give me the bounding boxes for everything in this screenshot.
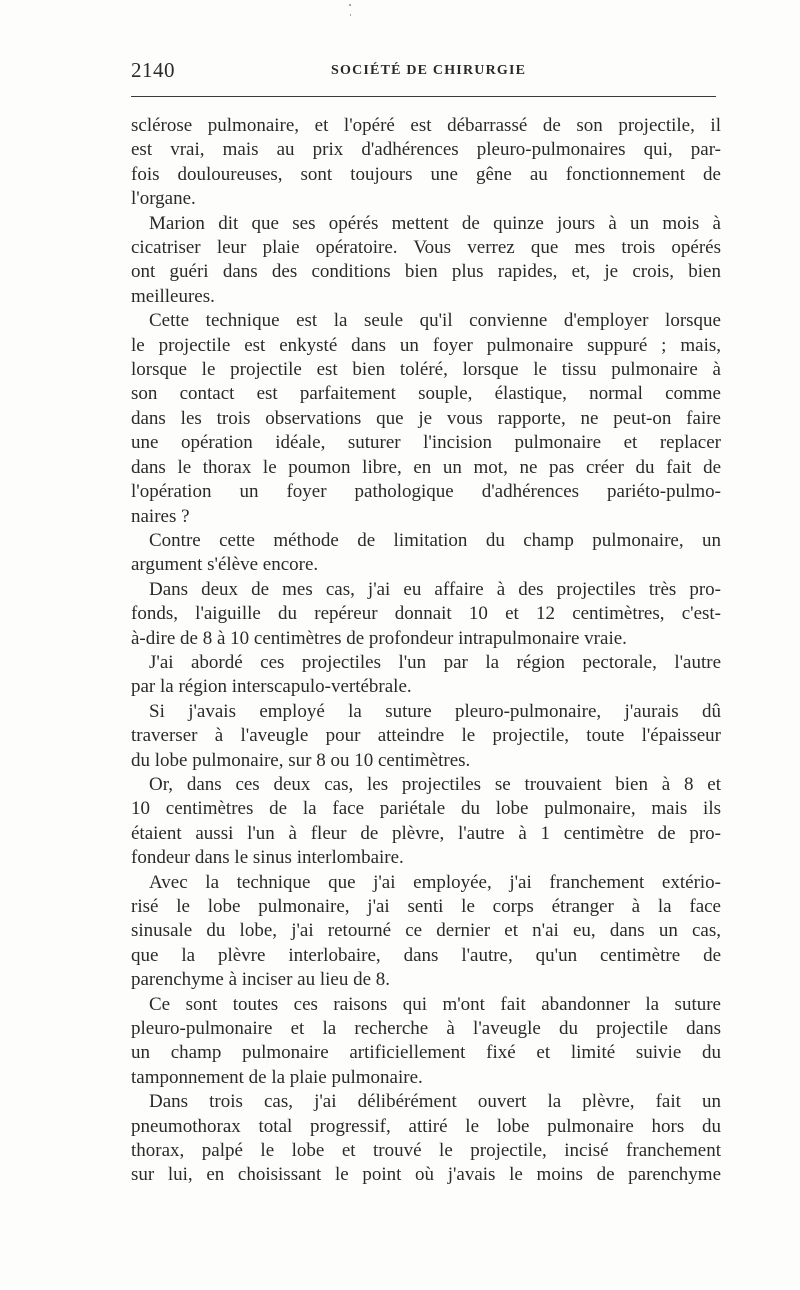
paragraph-first-line: Or, dans ces deux cas, les projectiles se trouvaient bien à 8 et [149, 773, 721, 795]
text-line: sur lui, en choisissant le point où j'avais le moins de parenchyme [131, 1164, 721, 1186]
text-line: tamponnement de la plaie pulmonaire. [131, 1066, 423, 1088]
text-line: naires ? [131, 505, 190, 527]
text-line: meilleures. [131, 285, 215, 307]
paragraph-first-line: Cette technique est la seule qu'il convienne d'employer lorsque [149, 310, 721, 332]
running-header [131, 56, 716, 88]
running-title: SOCIÉTÉ DE CHIRURGIE [331, 63, 527, 78]
paragraph-first-line: Contre cette méthode de limitation du champ pulmonaire, un [149, 529, 721, 551]
paragraph-first-line: J'ai abordé ces projectiles l'un par la région pectorale, l'autre [149, 651, 721, 673]
paragraph-first-line: Dans trois cas, j'ai délibérément ouvert la plèvre, fait un [149, 1091, 721, 1113]
text-line: sinusale du lobe, j'ai retourné ce dernier et n'ai eu, dans un cas, [131, 920, 721, 942]
page-number: 2140 [131, 58, 175, 82]
paragraph-first-line: Ce sont toutes ces raisons qui m'ont fait abandonner la suture [149, 993, 721, 1015]
text-line: fois douloureuses, sont toujours une gêne au fonctionnement de [131, 163, 721, 185]
text-line: dans le thorax le poumon libre, en un mot, ne pas créer du fait de [131, 456, 721, 478]
body-text [131, 114, 721, 1188]
header-rule [131, 96, 716, 97]
text-line: étaient aussi l'un à fleur de plèvre, l'autre à 1 centimètre de pro- [131, 822, 721, 844]
text-line: argument s'élève encore. [131, 554, 319, 576]
text-line: à-dire de 8 à 10 centimètres de profondeur intrapulmonaire vraie. [131, 627, 627, 649]
text-line: lorsque le projectile est bien toléré, lorsque le tissu pulmonaire à [131, 359, 721, 381]
text-line: l'organe. [131, 188, 196, 210]
text-line: traverser à l'aveugle pour atteindre le projectile, toute l'épaisseur [131, 725, 721, 747]
text-line: 10 centimètres de la face pariétale du lobe pulmonaire, mais ils [131, 798, 721, 820]
paper-speck [350, 14, 351, 16]
text-line: son contact est parfaitement souple, élastique, normal comme [131, 383, 721, 405]
text-line: un champ pulmonaire artificiellement fixé et limité suivie du [131, 1042, 721, 1064]
text-line: le projectile est enkysté dans un foyer pulmonaire suppuré ; mais, [131, 334, 721, 356]
text-line: risé le lobe pulmonaire, j'ai senti le corps étranger à la face [131, 896, 721, 917]
text-line: que la plèvre interlobaire, dans l'autre, qu'un centimètre de [131, 944, 721, 966]
text-line: pneumothorax total progressif, attiré le lobe pulmonaire hors du [131, 1115, 721, 1137]
paragraph-first-line: Marion dit que ses opérés mettent de quinze jours à un mois à [149, 212, 721, 234]
text-line: l'opération un foyer pathologique d'adhérences pariéto-pulmo- [131, 481, 721, 503]
text-line: sclérose pulmonaire, et l'opéré est débarrassé de son projectile, il [131, 115, 721, 136]
text-line: thorax, palpé le lobe et trouvé le projectile, incisé franchement [131, 1140, 721, 1162]
text-line: fondeur dans le sinus interlombaire. [131, 847, 404, 869]
text-line: par la région interscapulo-vertébrale. [131, 676, 412, 698]
paper-speck [349, 4, 351, 6]
text-line: est vrai, mais au prix d'adhérences pleuro-pulmonaires qui, par- [131, 139, 721, 161]
text-line: une opération idéale, suturer l'incision pulmonaire et replacer [131, 432, 721, 454]
paragraph-first-line: Si j'avais employé la suture pleuro-pulmonaire, j'aurais dû [149, 700, 721, 722]
text-line: pleuro-pulmonaire et la recherche à l'aveugle du projectile dans [131, 1018, 721, 1040]
text-line: ont guéri dans des conditions bien plus rapides, et, je crois, bien [131, 261, 721, 283]
text-line: cicatriser leur plaie opératoire. Vous verrez que mes trois opérés [131, 237, 721, 259]
paragraph-first-line: Avec la technique que j'ai employée, j'ai franchement extério- [149, 871, 721, 893]
text-line: fonds, l'aiguille du repéreur donnait 10 et 12 centimètres, c'est- [131, 603, 721, 625]
text-line: parenchyme à inciser au lieu de 8. [131, 969, 391, 991]
text-line: dans les trois observations que je vous rapporte, ne peut-on faire [131, 407, 721, 429]
paragraph-first-line: Dans deux de mes cas, j'ai eu affaire à des projectiles très pro- [149, 578, 721, 600]
text-line: du lobe pulmonaire, sur 8 ou 10 centimètres. [131, 749, 471, 771]
